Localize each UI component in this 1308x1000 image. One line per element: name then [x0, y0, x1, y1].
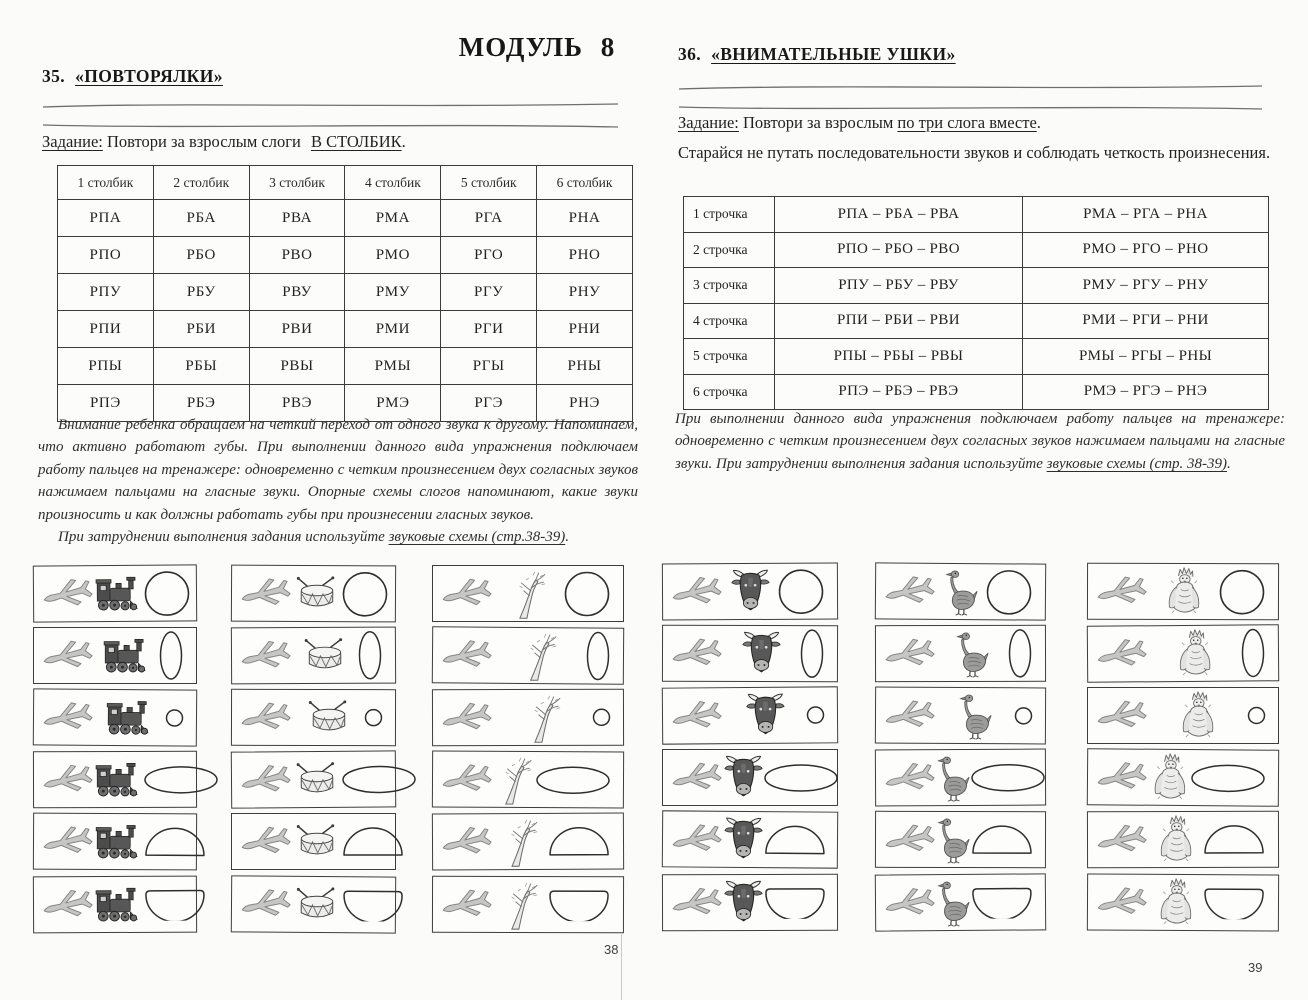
syllable-group-cell: РПИ – РБИ – РВИ: [775, 303, 1023, 339]
picture-strip: [33, 688, 197, 746]
table-row: [684, 197, 1269, 233]
goose-icon: [944, 567, 977, 615]
shape-semicircle-bowl: [1202, 886, 1266, 919]
picture-strip: [432, 626, 624, 685]
shape-small-circle: [364, 708, 383, 727]
note-hint: [38, 526, 638, 548]
task-label: Задание:: [42, 132, 103, 151]
table-row: [684, 232, 1269, 268]
syllable-cell: РГО: [441, 237, 537, 274]
shape-small-circle: [806, 705, 825, 724]
syllable-table-39: [683, 196, 1269, 410]
syllable-group-cell: РПЭ – РБЭ – РВЭ: [775, 374, 1023, 410]
tree-icon: [521, 630, 558, 680]
syllable-cell: РБЫ: [153, 348, 249, 385]
shape-semicircle-dome: [763, 824, 827, 857]
airplane-icon: [41, 763, 95, 796]
hint-period: .: [1227, 455, 1231, 472]
airplane-icon: [670, 637, 724, 670]
syllable-cell: РМА: [345, 200, 441, 237]
airplane-icon: [239, 639, 293, 672]
column-header-cell: 4 столбик: [345, 166, 441, 200]
shape-semicircle-dome: [547, 825, 611, 857]
picture-strip: [875, 687, 1046, 745]
train-icon: [103, 637, 151, 674]
picture-strip: [662, 625, 838, 682]
airplane-icon: [440, 763, 494, 796]
section-35-heading: [42, 66, 223, 87]
airplane-icon: [670, 822, 724, 855]
picture-strip: [875, 562, 1046, 620]
picture-strip: [231, 875, 396, 933]
syllable-group-cell: РПО – РБО – РВО: [775, 232, 1023, 268]
syllable-cell: РБИ: [153, 311, 249, 348]
picture-strip: [662, 686, 838, 744]
picture-strip: [1087, 748, 1279, 807]
airplane-icon: [1095, 699, 1149, 732]
rooster-icon: [1156, 877, 1194, 927]
tree-icon: [502, 816, 539, 866]
row-label-cell: 3 строчка: [684, 268, 775, 304]
row-label-cell: 4 строчка: [684, 303, 775, 339]
syllable-cell: РПА: [58, 200, 154, 237]
table-row: [58, 237, 633, 274]
picture-strip: [662, 810, 838, 868]
drum-icon: [304, 700, 352, 735]
syllable-cell: РМУ: [345, 274, 441, 311]
table-row: [58, 200, 633, 237]
train-icon: [95, 823, 143, 860]
syllable-group-cell: РМУ – РГУ – РНУ: [1023, 268, 1269, 304]
syllable-cell: РМЫ: [345, 348, 441, 385]
airplane-icon: [883, 699, 937, 732]
syllable-cell: РПУ: [58, 274, 154, 311]
goose-icon: [955, 629, 988, 677]
note-text: Внимание ребенка обращаем на четкий переход от одного звука к другому. Напоминаем, что активно работают губы. При выполнении данного вида упражнения подключаем работу пальцев на тренажере: одновременно с четким произнесением двух согласных звуков нажимаем пальцами на гласные звуки. Опорные схемы слогов напоминают, какие звуки произносить и как должны работать губы при произнесении гласных звуков.: [38, 417, 638, 523]
airplane-icon: [41, 700, 95, 733]
note-paragraph-39: [675, 408, 1285, 475]
task-emphasis: по три слога вместе: [897, 113, 1037, 132]
note-paragraph-38: [38, 414, 638, 548]
shape-small-circle: [592, 708, 611, 727]
picture-strip: [432, 876, 624, 934]
shape-large-circle: [563, 570, 611, 618]
column-header-cell: 2 столбик: [153, 166, 249, 200]
airplane-icon: [239, 701, 293, 734]
picture-strip: [1087, 873, 1279, 931]
page-number-38: 38: [604, 942, 619, 957]
train-icon: [106, 699, 154, 736]
shape-large-circle: [341, 570, 389, 618]
table-row: [58, 348, 633, 385]
airplane-icon: [239, 763, 293, 796]
picture-strip: [231, 627, 396, 685]
airplane-icon: [41, 888, 95, 921]
airplane-icon: [670, 699, 724, 732]
airplane-icon: [239, 825, 293, 858]
syllable-cell: РМО: [345, 237, 441, 274]
syllable-cell: РГУ: [441, 274, 537, 311]
airplane-icon: [440, 888, 494, 921]
syllable-cell: РГА: [441, 200, 537, 237]
column-header-cell: 3 столбик: [249, 166, 345, 200]
picture-strip: [33, 627, 197, 684]
tree-icon: [496, 754, 533, 804]
airplane-icon: [1095, 575, 1149, 608]
shape-horizontal-ellipse: [535, 765, 611, 795]
shape-small-circle: [1014, 706, 1033, 725]
airplane-icon: [440, 638, 494, 671]
page-gutter-line: [621, 934, 622, 1000]
syllable-cell: РВУ: [249, 274, 345, 311]
shape-semicircle-dome: [1202, 823, 1266, 855]
picture-strip: [432, 565, 624, 622]
syllable-cell: РБО: [153, 237, 249, 274]
airplane-icon: [883, 761, 937, 794]
syllable-cell: РВЭ: [249, 385, 345, 422]
drum-icon: [293, 824, 341, 859]
shape-vertical-oval: [1007, 628, 1033, 679]
shape-large-circle: [143, 569, 191, 617]
syllable-cell: РНУ: [537, 274, 633, 311]
airplane-icon: [440, 577, 494, 610]
syllable-group-cell: РМА – РГА – РНА: [1023, 197, 1269, 233]
goose-icon: [937, 878, 970, 926]
task-period: .: [401, 132, 406, 151]
shape-vertical-oval: [799, 628, 825, 679]
cow-icon: [724, 755, 763, 801]
cow-icon: [724, 879, 763, 925]
syllable-cell: РВИ: [249, 311, 345, 348]
picture-strip: [1087, 687, 1279, 744]
section-36-heading: [678, 44, 956, 65]
rooster-icon: [1175, 628, 1213, 678]
row-label-cell: 5 строчка: [684, 339, 775, 375]
picture-strip: [33, 564, 197, 622]
row-label-cell: 1 строчка: [684, 197, 775, 233]
airplane-icon: [440, 825, 494, 858]
syllable-cell: РМЭ: [345, 385, 441, 422]
airplane-icon: [1095, 637, 1149, 670]
picture-strip: [432, 689, 624, 747]
shape-vertical-oval: [357, 630, 383, 681]
note-text: При выполнении данного вида упражнения подключаем работу пальцев на тренажере: одновременно с четким произнесением двух согласных звуков нажимаем пальцами на гласные звуки. При затруднении выполнения задания используйте: [675, 411, 1285, 472]
train-icon: [95, 886, 143, 923]
picture-strip: [875, 873, 1046, 931]
task-text: Повтори за взрослым: [743, 113, 894, 132]
ruled-line: [678, 82, 1264, 92]
airplane-icon: [1095, 823, 1149, 856]
airplane-icon: [670, 886, 724, 919]
cow-icon: [742, 630, 781, 676]
airplane-icon: [670, 575, 724, 608]
shape-vertical-oval: [158, 630, 184, 681]
tree-icon: [524, 692, 561, 742]
table-header-row: [58, 166, 633, 200]
hint-period: .: [565, 529, 569, 546]
syllable-group-cell: РМО – РГО – РНО: [1023, 232, 1269, 268]
picture-strip: [1087, 624, 1279, 683]
task-emphasis: В СТОЛБИК: [310, 132, 402, 151]
syllable-cell: РПЫ: [58, 348, 154, 385]
syllable-table-38: [57, 165, 633, 422]
table-row: [684, 303, 1269, 339]
row-label-cell: 6 строчка: [684, 374, 775, 410]
syllable-cell: РПИ: [58, 311, 154, 348]
ruled-line: [42, 100, 620, 110]
syllable-cell: РНЭ: [537, 385, 633, 422]
airplane-icon: [1095, 760, 1149, 793]
syllable-group-cell: РМИ – РГИ – РНИ: [1023, 303, 1269, 339]
rooster-icon: [1164, 566, 1202, 616]
drum-icon: [293, 576, 341, 611]
shape-large-circle: [1218, 568, 1266, 616]
cow-icon: [724, 816, 763, 862]
column-header-cell: 1 столбик: [58, 166, 154, 200]
shape-large-circle: [777, 567, 825, 615]
table-row: [58, 274, 633, 311]
task-line-35: [42, 132, 406, 152]
task-label: Задание:: [678, 113, 739, 132]
row-label-cell: 2 строчка: [684, 232, 775, 268]
shape-small-circle: [1247, 706, 1266, 725]
shape-semicircle-bowl: [341, 888, 405, 922]
picture-strip: [432, 750, 624, 808]
airplane-icon: [883, 574, 937, 607]
drum-icon: [301, 638, 349, 673]
syllable-cell: РГИ: [441, 311, 537, 348]
cow-icon: [745, 692, 784, 738]
page-number-39: 39: [1248, 960, 1263, 975]
shape-semicircle-bowl: [970, 885, 1034, 919]
hint-link: звуковые схемы (стр. 38-39): [1046, 455, 1228, 472]
syllable-group-cell: РПА – РБА – РВА: [775, 197, 1023, 233]
shape-horizontal-ellipse: [143, 764, 219, 794]
airplane-icon: [41, 639, 95, 672]
picture-strip: [875, 749, 1046, 807]
picture-strip: [662, 749, 838, 806]
syllable-group-cell: РПУ – РБУ – РВУ: [775, 268, 1023, 304]
ruled-line: [678, 103, 1264, 113]
column-header-cell: 6 столбик: [537, 166, 633, 200]
shape-vertical-oval: [585, 630, 611, 681]
rooster-icon: [1179, 691, 1217, 741]
shape-semicircle-dome: [341, 826, 405, 858]
section-number: 35.: [42, 66, 66, 86]
train-icon: [95, 761, 143, 798]
picture-strip: [33, 813, 197, 871]
shape-semicircle-dome: [143, 826, 207, 858]
syllable-cell: РНЫ: [537, 348, 633, 385]
goose-icon: [937, 753, 970, 801]
drum-icon: [293, 887, 341, 922]
airplane-icon: [239, 887, 293, 920]
task-period: .: [1036, 113, 1041, 132]
syllable-cell: РВЫ: [249, 348, 345, 385]
airplane-icon: [1095, 886, 1149, 919]
picture-strip: [875, 811, 1046, 868]
ruled-line: [42, 121, 620, 131]
syllable-cell: РВА: [249, 200, 345, 237]
task-line-36: [678, 113, 1041, 133]
syllable-cell: РПЭ: [58, 385, 154, 422]
hint-prefix: При затруднении выполнения задания используйте: [58, 529, 389, 546]
syllable-cell: РВО: [249, 237, 345, 274]
airplane-icon: [440, 701, 494, 734]
syllable-cell: РБЭ: [153, 385, 249, 422]
goose-icon: [959, 691, 992, 739]
airplane-icon: [239, 577, 293, 610]
picture-strip: [33, 751, 197, 808]
shape-semicircle-bowl: [763, 886, 827, 919]
shape-semicircle-bowl: [143, 888, 207, 921]
tree-icon: [502, 879, 539, 929]
tree-icon: [510, 569, 547, 619]
picture-strip: [875, 625, 1046, 682]
syllable-cell: РПО: [58, 237, 154, 274]
shape-vertical-oval: [1240, 627, 1266, 678]
table-row: [684, 268, 1269, 304]
train-icon: [95, 575, 143, 612]
shape-horizontal-ellipse: [970, 762, 1046, 792]
airplane-icon: [883, 886, 937, 919]
goose-icon: [937, 815, 970, 863]
syllable-cell: РГЫ: [441, 348, 537, 385]
picture-strip: [662, 874, 838, 931]
shape-horizontal-ellipse: [341, 764, 417, 795]
airplane-icon: [883, 637, 937, 670]
syllable-cell: РГЭ: [441, 385, 537, 422]
airplane-icon: [670, 761, 724, 794]
table-row: [684, 374, 1269, 410]
syllable-cell: РНА: [537, 200, 633, 237]
task-line2: Старайся не путать последовательности звуков и соблюдать четкость произнесения.: [678, 143, 1271, 162]
shape-horizontal-ellipse: [1190, 763, 1266, 794]
section-title: «ВНИМАТЕЛЬНЫЕ УШКИ»: [711, 44, 956, 64]
table-row: [684, 339, 1269, 375]
rooster-icon: [1150, 752, 1188, 802]
shape-large-circle: [985, 568, 1033, 616]
syllable-group-cell: РМЭ – РГЭ – РНЭ: [1023, 374, 1269, 410]
column-header-cell: 5 столбик: [441, 166, 537, 200]
picture-strip: [33, 876, 197, 934]
rooster-icon: [1156, 814, 1194, 864]
section-number: 36.: [678, 44, 702, 64]
hint-link: звуковые схемы (стр.38-39): [388, 529, 566, 546]
shape-semicircle-dome: [970, 824, 1034, 856]
shape-horizontal-ellipse: [763, 763, 839, 793]
airplane-icon: [41, 577, 95, 610]
syllable-cell: РНИ: [537, 311, 633, 348]
section-title: «ПОВТОРЯЛКИ»: [75, 66, 223, 86]
syllable-cell: РБА: [153, 200, 249, 237]
task-text: Повтори за взрослым слоги: [107, 132, 301, 151]
syllable-group-cell: РМЫ – РГЫ – РНЫ: [1023, 339, 1269, 375]
syllable-cell: РНО: [537, 237, 633, 274]
picture-strip: [662, 563, 838, 621]
syllable-group-cell: РПЫ – РБЫ – РВЫ: [775, 339, 1023, 375]
picture-strip: [432, 812, 624, 870]
shape-semicircle-bowl: [547, 888, 611, 921]
picture-strip: [231, 813, 396, 870]
picture-strip: [1087, 811, 1279, 869]
picture-strip: [231, 750, 396, 808]
module-title: МОДУЛЬ 8: [458, 32, 616, 62]
airplane-icon: [41, 825, 95, 858]
cow-icon: [731, 568, 770, 614]
shape-small-circle: [165, 708, 184, 727]
picture-strip: [1087, 563, 1279, 621]
syllable-cell: РМИ: [345, 311, 441, 348]
drum-icon: [293, 762, 341, 797]
table-row: [58, 311, 633, 348]
picture-strip: [231, 565, 396, 623]
picture-strip: [231, 689, 396, 746]
syllable-cell: РБУ: [153, 274, 249, 311]
airplane-icon: [883, 823, 937, 856]
